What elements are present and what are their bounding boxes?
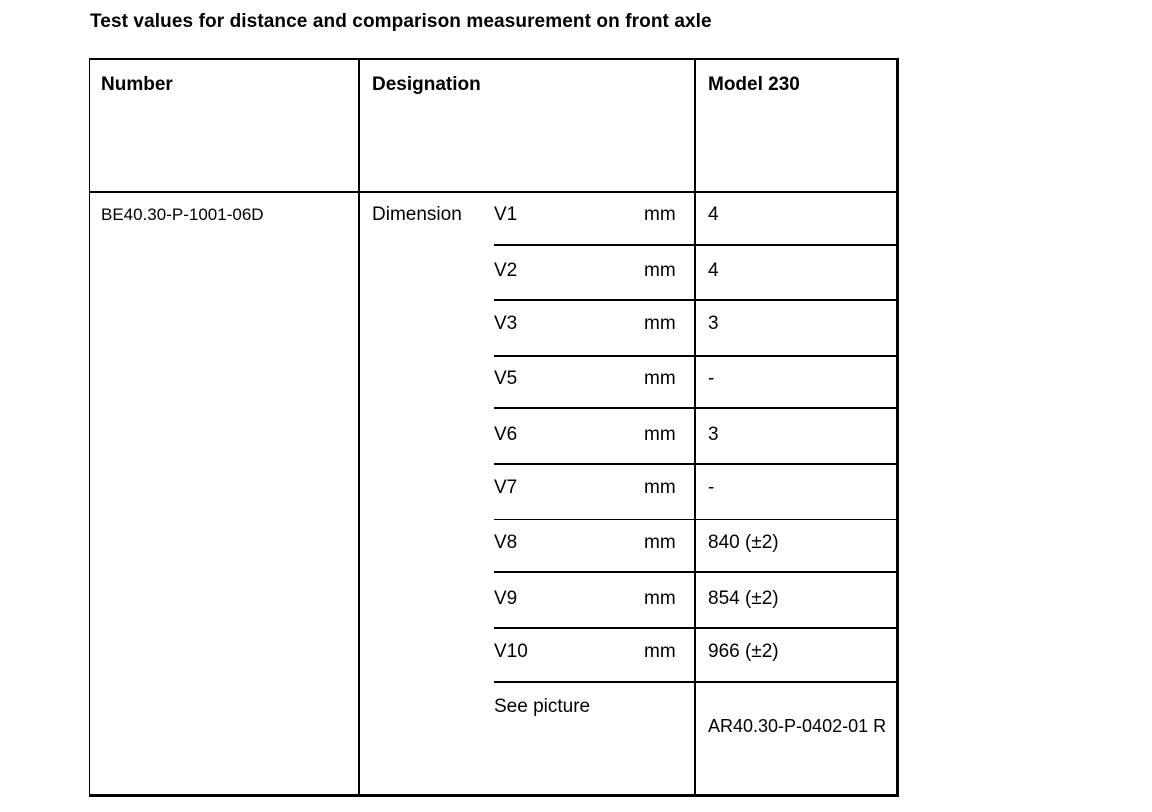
see-picture-label: See picture <box>494 696 591 717</box>
designation-label: Dimension <box>372 204 462 225</box>
row-unit: mm <box>644 368 676 389</box>
row-divider <box>494 627 897 629</box>
row-code: V3 <box>494 313 518 334</box>
table-border-right <box>896 58 899 797</box>
row-divider <box>494 407 897 409</box>
column-divider-number <box>358 58 360 797</box>
row-code: V7 <box>494 477 518 498</box>
row-divider <box>494 571 897 573</box>
row-unit: mm <box>644 477 676 498</box>
row-value: 966 (±2) <box>708 641 779 662</box>
number-value: BE40.30-P-1001-06D <box>101 205 264 224</box>
row-unit: mm <box>644 424 676 445</box>
row-unit: mm <box>644 588 676 609</box>
table-border-top <box>89 58 899 60</box>
row-value: - <box>708 368 715 389</box>
table-border-bottom <box>89 794 899 797</box>
row-code: V2 <box>494 260 518 281</box>
header-model: Model 230 <box>708 74 800 95</box>
row-unit: mm <box>644 641 676 662</box>
header-number: Number <box>101 74 173 95</box>
row-divider <box>494 355 897 357</box>
row-value: 840 (±2) <box>708 532 779 553</box>
row-value: 4 <box>708 204 719 225</box>
row-code: V9 <box>494 588 518 609</box>
column-divider-designation <box>694 58 696 797</box>
table-border-left <box>89 58 90 797</box>
row-unit: mm <box>644 204 676 225</box>
row-divider <box>494 244 897 246</box>
row-code: V5 <box>494 368 518 389</box>
row-divider <box>494 519 897 520</box>
header-divider <box>89 191 899 193</box>
header-designation: Designation <box>372 74 481 95</box>
row-unit: mm <box>644 313 676 334</box>
row-value: 854 (±2) <box>708 588 779 609</box>
see-picture-reference: AR40.30-P-0402-01 R <box>708 716 887 736</box>
row-unit: mm <box>644 532 676 553</box>
row-code: V8 <box>494 532 518 553</box>
row-code: V10 <box>494 641 528 662</box>
row-divider <box>494 681 897 683</box>
row-unit: mm <box>644 260 676 281</box>
measurement-table <box>89 58 899 797</box>
row-code: V6 <box>494 424 518 445</box>
row-code: V1 <box>494 204 518 225</box>
row-value: 4 <box>708 260 719 281</box>
row-divider <box>494 299 897 301</box>
row-divider <box>494 463 897 465</box>
row-value: - <box>708 477 715 498</box>
row-value: 3 <box>708 313 719 334</box>
document-title: Test values for distance and comparison measurement on front axle <box>90 11 712 32</box>
row-value: 3 <box>708 424 719 445</box>
